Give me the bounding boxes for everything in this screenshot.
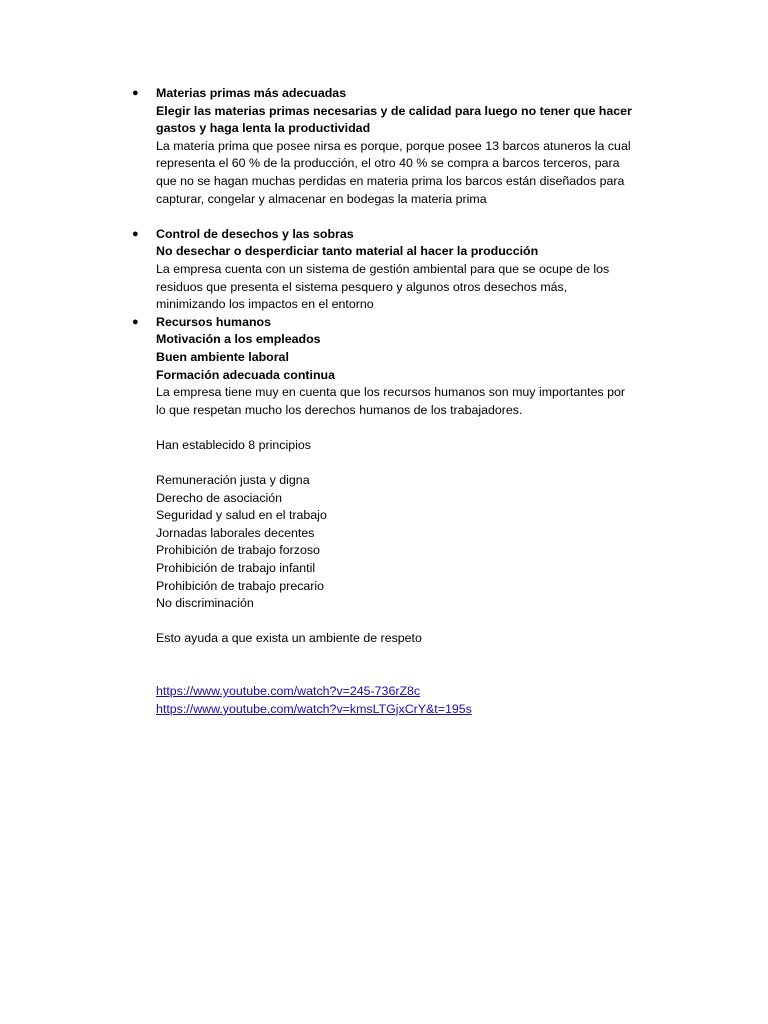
blank-line <box>156 419 656 437</box>
section-bold-line: Motivación a los empleados <box>156 332 321 347</box>
blank-line <box>156 613 656 631</box>
youtube-link-1[interactable]: https://www.youtube.com/watch?v=245-736rZ8c <box>156 684 421 699</box>
principle-item: Jornadas laborales decentes <box>156 525 315 540</box>
section-title <box>132 314 656 332</box>
principle-item: Prohibición de trabajo precario <box>156 578 325 593</box>
principles-intro: Han establecido 8 principios <box>156 437 311 452</box>
section-bold-line: gastos y haga lenta la productividad <box>156 121 371 136</box>
bullet-icon: ● <box>132 315 139 328</box>
principle-item: Derecho de asociación <box>156 490 283 505</box>
link-row <box>156 701 656 719</box>
principle-item: Seguridad y salud en el trabajo <box>156 508 327 523</box>
document-body <box>132 85 656 718</box>
section-body-line: La materia prima que posee nirsa es porque, porque posee 13 barcos atuneros la cual <box>156 138 631 153</box>
principle-item: Remuneración justa y digna <box>156 473 310 488</box>
section-bold-line: No desechar o desperdiciar tanto material al hacer la producción <box>156 244 539 259</box>
section-title-text: Recursos humanos <box>156 314 271 329</box>
section-bold-line: Elegir las materias primas necesarias y de calidad para luego no tener que hacer <box>156 103 632 118</box>
section-bold-line: Formación adecuada continua <box>156 367 336 382</box>
blank-line <box>156 648 656 666</box>
principle-item: Prohibición de trabajo infantil <box>156 561 316 576</box>
section-body-line: residuos que presenta el sistema pesquero y algunos otros desechos más, <box>156 279 568 294</box>
section-title-text: Control de desechos y las sobras <box>156 226 354 241</box>
section-body-line: La empresa tiene muy en cuenta que los recursos humanos son muy importantes por <box>156 385 626 400</box>
bullet-icon: ● <box>132 227 139 240</box>
link-row <box>156 683 656 701</box>
section-title <box>132 226 656 244</box>
section-body-line: lo que respetan mucho los derechos humanos de los trabajadores. <box>156 402 523 417</box>
principle-item: No discriminación <box>156 596 254 611</box>
section-body-line: representa el 60 % de la producción, el otro 40 % se compra a barcos terceros, para <box>156 156 620 171</box>
conclusion-text: Esto ayuda a que exista un ambiente de respeto <box>156 631 422 646</box>
blank-line <box>156 666 656 684</box>
section-bold-line: Buen ambiente laboral <box>156 349 289 364</box>
section-body-line: La empresa cuenta con un sistema de gestión ambiental para que se ocupe de los <box>156 261 610 276</box>
bullet-icon: ● <box>132 87 139 99</box>
blank-line <box>156 454 656 472</box>
blank-line <box>156 208 656 226</box>
section-body-line: capturar, congelar y almacenar en bodegas la materia prima <box>156 191 487 206</box>
section-title <box>132 85 656 103</box>
youtube-link-2[interactable]: https://www.youtube.com/watch?v=kmsLTGjxCrY&t=195s <box>156 701 472 716</box>
principle-item: Prohibición de trabajo forzoso <box>156 543 320 558</box>
section-body-line: que no se hagan muchas perdidas en materia prima los barcos están diseñados para <box>156 173 625 188</box>
section-title-text: Materias primas más adecuadas <box>156 86 347 100</box>
section-body-line: minimizando los impactos en el entorno <box>156 297 374 312</box>
